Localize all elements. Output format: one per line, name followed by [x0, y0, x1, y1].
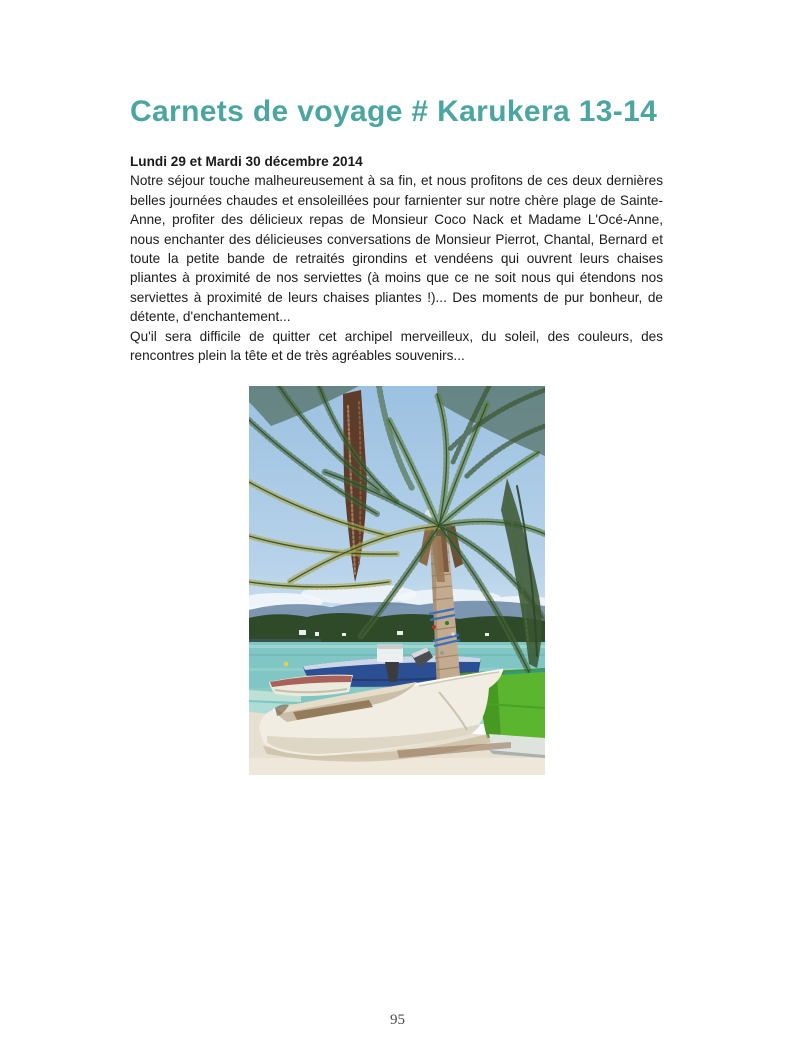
beach-photo — [249, 386, 545, 775]
sand-foreground — [249, 758, 545, 775]
silver-bauble — [440, 651, 444, 655]
journal-entry — [130, 152, 663, 365]
yellow-buoy — [284, 662, 289, 667]
page-number: 95 — [390, 1012, 405, 1028]
red-bauble — [432, 625, 436, 629]
green-bauble — [445, 621, 449, 625]
entry-date-heading: Lundi 29 et Mardi 30 décembre 2014 — [130, 154, 363, 169]
page-title: Carnets de voyage # Karukera 13-14 — [130, 95, 658, 128]
beach-photo-illustration — [249, 386, 545, 775]
entry-paragraph-1: Notre séjour touche malheureusement à sa fin, et nous profitons de ces deux dernières belles journées chaudes et ensoleillées pour farnienter sur notre chère plage de Sainte-Anne, profiter des délicieux repas de Monsieur Coco Nack et Madame L'Océ-Anne, nous enchanter des délicieuses conversations de Monsieur Pierrot, Chantal, Bernard et toute la petite bande de retraités girondins et vendéens qui ouvrent leurs chaises pliantes à proximité de nos serviettes (à moins que ce ne soit nous qui étendons nos serviettes à proximité de leurs chaises pliantes !)... Des moments de pur bonheur, de détente, d'enchantement... — [130, 173, 663, 325]
jetty — [249, 639, 321, 642]
entry-paragraph-2: Qu'il sera difficile de quitter cet archipel merveilleux, du soleil, des couleurs, des rencontres plein la tête et de très agréables souvenirs... — [130, 328, 663, 364]
